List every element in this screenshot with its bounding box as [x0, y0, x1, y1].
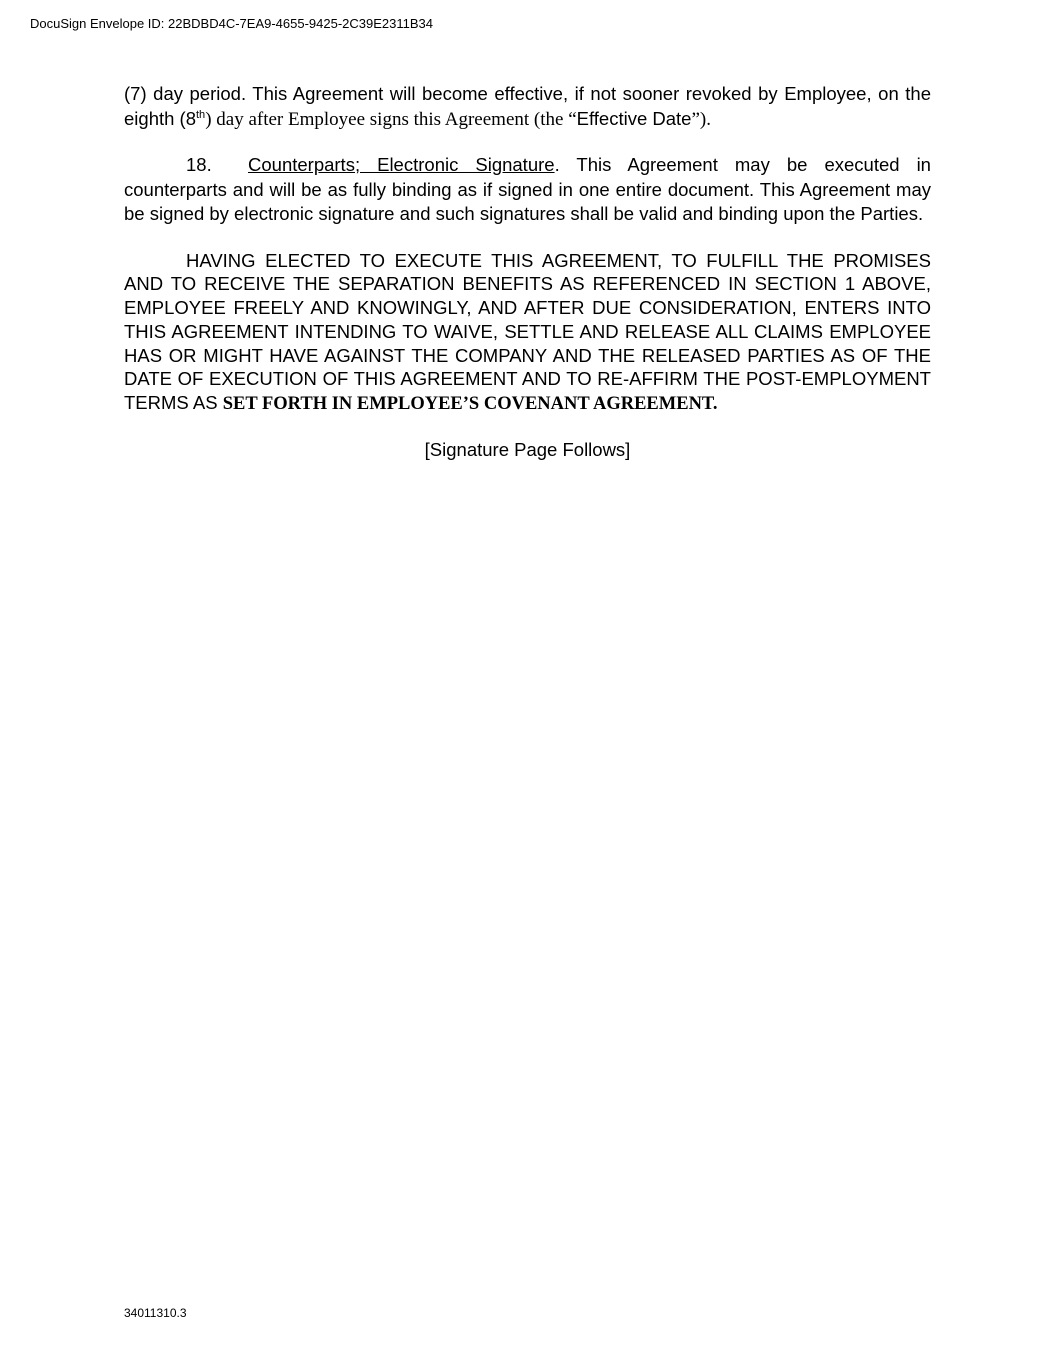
para2-text: . This Agreement may be executed in counterparts and will be as fully binding as if signed in one entire document. This Agreement may be signed by electronic signature and such signatures shall be valid and binding upon the Parties. [124, 154, 931, 224]
signature-page-follows: [Signature Page Follows] [424, 439, 631, 461]
para3-caps-text: HAVING ELECTED TO EXECUTE THIS AGREEMENT, TO FULFILL THE PROMISES AND TO RECEIVE THE SEPARATION BENEFITS AS REFERENCED IN SECTION 1 ABOVE, EMPLOYEE FREELY AND KNOWINGLY, AND AFTER DUE CONSIDERATION, ENTERS INTO THIS AGREEMENT INTENDING TO WAIVE, SETTLE AND RELEASE ALL CLAIMS EMPLOYEE HAS OR MIGHT HAVE AGAINST THE COMPANY AND THE RELEASED PARTIES AS OF THE DATE OF EXECUTION OF THIS AGREEMENT AND TO RE-AFFIRM THE POST-EMPLOYMENT TERMS AS [124, 249, 931, 414]
para3-bold-tail: SET FORTH IN EMPLOYEE’S COVENANT AGREEMENT. [222, 394, 718, 415]
document-number: 34011310.3 [124, 1306, 187, 1320]
paragraph-acknowledgment [124, 249, 931, 418]
section-number: 18. [186, 154, 212, 175]
para1-text-b: ) day after Employee signs this Agreement (the “ [205, 108, 577, 130]
para1-text-a: (7) day period. This Agreement will become effective, if not sooner revoked by Employee, on the eighth (8 [124, 83, 931, 129]
paragraph-effective-date [124, 82, 931, 132]
para1-defined-term: Effective Date [576, 107, 692, 129]
section-heading: Counterparts; Electronic Signature [248, 154, 555, 175]
document-body [124, 82, 931, 462]
paragraph-counterparts [124, 153, 931, 227]
para1-superscript: th [196, 108, 206, 121]
para1-text-c: ”). [691, 108, 711, 130]
docusign-envelope-id: DocuSign Envelope ID: 22BDBD4C-7EA9-4655-9425-2C39E2311B34 [30, 16, 434, 31]
